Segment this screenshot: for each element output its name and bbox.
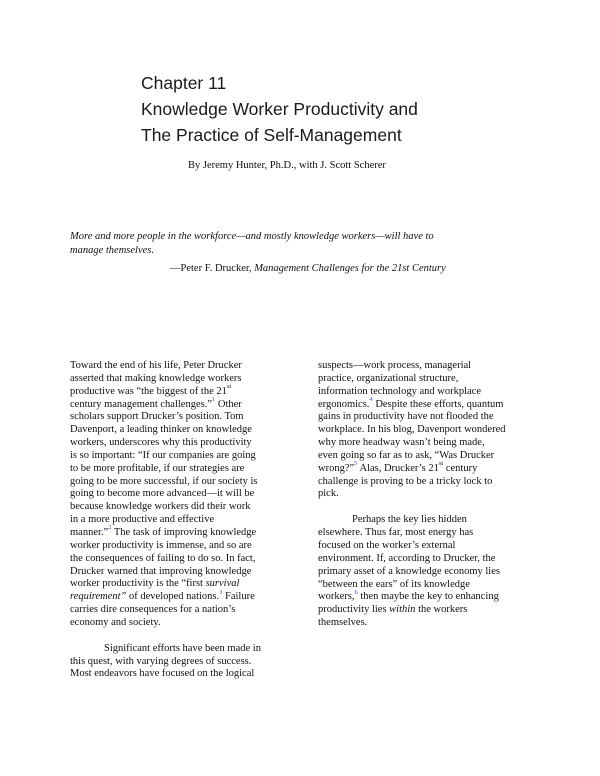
text-line: going to become more advanced—it will be xyxy=(70,488,255,500)
text-line: requirement” of developed nations.$^3$ Failure xyxy=(70,588,255,603)
text-line: elsewhere. Thus far, most energy has xyxy=(318,527,474,539)
text-line: is so important: “If our companies are going xyxy=(70,449,256,461)
text-line: wrong?”$^5$ Alas, Drucker’s 21st century xyxy=(318,460,478,474)
text-line: workplace. In his blog, Davenport wondered xyxy=(318,424,506,436)
footnote-ref[interactable]: 2 xyxy=(108,524,112,532)
paragraph xyxy=(318,514,536,630)
epigraph-line-1: More and more people in the workforce—and mostly knowledge workers—will have to xyxy=(70,231,434,242)
paragraph xyxy=(70,360,288,630)
paragraph xyxy=(70,643,288,682)
text-line: Toward the end of his life, Peter Drucker xyxy=(70,360,242,371)
text-line: pick. xyxy=(318,488,339,500)
epigraph-line-2: manage themselves. xyxy=(70,245,154,256)
footnote-ref[interactable]: 4 xyxy=(369,396,373,404)
text-line: information technology and workplace xyxy=(318,385,481,397)
text-line: environment. If, according to Drucker, the xyxy=(318,552,496,564)
text-line: in a more productive and effective xyxy=(70,514,215,526)
footnote-ref[interactable]: 6 xyxy=(354,588,358,596)
text-line: Davenport, a leading thinker on knowledge xyxy=(70,424,252,436)
text-line: even going so far as to ask, “Was Drucker xyxy=(318,449,495,461)
text-line: productive was “the biggest of the 21st xyxy=(70,383,232,397)
text-line: workers, underscores why this productivity xyxy=(70,437,252,449)
text-line: this quest, with varying degrees of success. xyxy=(70,655,252,667)
text-line: Significant efforts have been made in xyxy=(104,642,261,654)
text-line: manner.”$^2$ The task of improving knowledge xyxy=(70,524,257,538)
superscript: st xyxy=(438,460,444,468)
chapter-heading xyxy=(141,70,561,148)
text-line: Most endeavors have focused on the logical xyxy=(70,668,255,680)
epigraph-quote xyxy=(70,230,500,258)
text-line: why more headway wasn’t being made, xyxy=(318,437,485,449)
text-line: productivity lies within the workers xyxy=(318,604,468,616)
text-line: scholars support Drucker’s position. Tom xyxy=(70,411,244,423)
chapter-title-line-1: Knowledge Worker Productivity and xyxy=(141,99,418,119)
attribution-author: —Peter F. Drucker, xyxy=(170,263,255,274)
text-line: the consequences of failing to do so. In fact, xyxy=(70,552,256,564)
text-line: “between the ears” of its knowledge xyxy=(318,578,470,590)
text-line: century management challenges.”$^1$ Other xyxy=(70,396,242,410)
superscript: st xyxy=(226,383,232,391)
text-line: going to be more successful, if our society is xyxy=(70,475,258,487)
text-line: workers,$^6$ then maybe the key to enhancing xyxy=(318,588,499,603)
footnote-ref[interactable]: 5 xyxy=(354,460,358,468)
text-line: practice, organizational structure, xyxy=(318,372,459,384)
epigraph-attribution xyxy=(170,262,446,276)
text-line: worker productivity is immense, and so are xyxy=(70,539,252,551)
footnote-ref[interactable]: 1 xyxy=(211,396,216,404)
text-line: asserted that making knowledge workers xyxy=(70,372,242,384)
author-byline: By Jeremy Hunter, Ph.D., with J. Scott Scherer xyxy=(188,160,386,171)
text-line: worker productivity is the “first survival xyxy=(70,578,240,590)
text-line: suspects—work process, managerial xyxy=(318,360,472,371)
attribution-book-title: Management Challenges for the 21st Century xyxy=(254,263,446,274)
body-column-right xyxy=(318,360,536,630)
text-line: gains in productivity have not flooded the xyxy=(318,411,494,423)
text-line: focused on the worker’s external xyxy=(318,539,456,551)
text-line: Drucker warned that improving knowledge xyxy=(70,565,252,577)
body-column-left xyxy=(70,360,288,681)
text-line: challenge is proving to be a tricky lock to xyxy=(318,475,493,487)
text-line: economy and society. xyxy=(70,616,161,628)
text-line: ergonomics.$^4$ Despite these efforts, quantum xyxy=(318,396,504,410)
text-line: themselves. xyxy=(318,617,368,629)
text-line: Perhaps the key lies hidden xyxy=(352,514,467,526)
chapter-title-line-2: The Practice of Self-Management xyxy=(141,125,402,145)
text-line: primary asset of a knowledge economy lies xyxy=(318,565,500,577)
text-line: to be more profitable, if our strategies are xyxy=(70,462,245,474)
text-line: carries dire consequences for a nation’s xyxy=(70,604,236,616)
footnote-ref[interactable]: 3 xyxy=(219,588,223,596)
chapter-number: Chapter 11 xyxy=(141,73,227,93)
paragraph xyxy=(318,360,536,501)
text-line: because knowledge workers did their work xyxy=(70,501,251,513)
